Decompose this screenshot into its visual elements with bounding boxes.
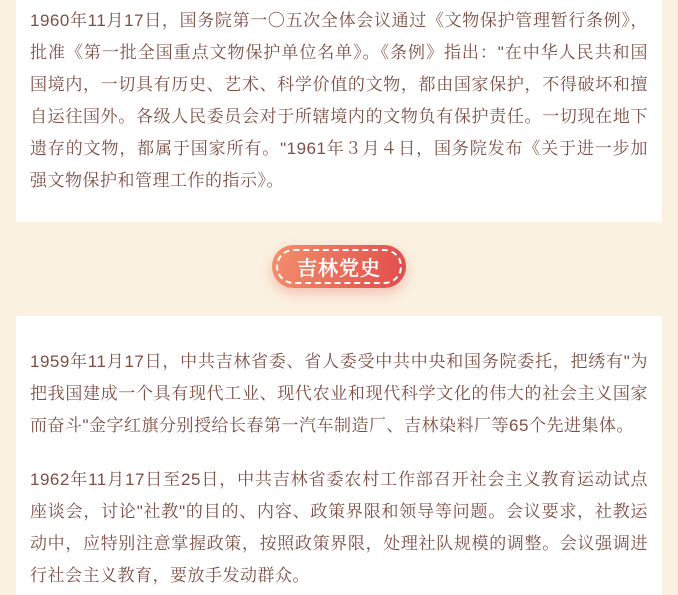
badge-label: 吉林党史 (297, 258, 381, 280)
jilin-party-history-badge (272, 245, 406, 288)
jilin-section-card (16, 316, 662, 595)
national-history-paragraph: 1960年11月17日，国务院第一〇五次全体会议通过《文物保护管理暂行条例》，批准《第一批全国重点文物保护单位名单》。《条例》指出："在中华人民共和国国境内，一切具有历史、艺术、科学价值的文物，都由国家保护，不得破坏和擅自运往国外。各级人民委员会对于所辖境内的文物负有保护责任。一切现在地下遗存的文物，都属于国家所有。"1961年３月４日，国务院发布《关于进一步加强文物保护和管理工作的指示》。 (30, 11, 648, 190)
jilin-paragraph-1959: 1959年11月17日，中共吉林省委、省人委受中共中央和国务院委托，把绣有"为把我国建成一个具有现代工业、现代农业和现代科学文化的伟大的社会主义国家而奋斗"金字红旗分别授给长春第一汽车制造厂、吉林染料厂等65个先进集体。 (30, 352, 648, 435)
content-column-bottom (16, 316, 662, 595)
section-divider-band (0, 222, 678, 316)
history-section-top-card (16, 0, 662, 222)
content-column (16, 0, 662, 222)
jilin-paragraph-1962: 1962年11月17日至25日，中共吉林省委农村工作部召开社会主义教育运动试点座谈会，讨论"社教"的目的、内容、政策界限和领导等问题。会议要求，社教运动中，应特别注意掌握政策，按照政策界限，处理社队规模的调整。会议强调进行社会主义教育，要放手发动群众。 (30, 470, 648, 585)
